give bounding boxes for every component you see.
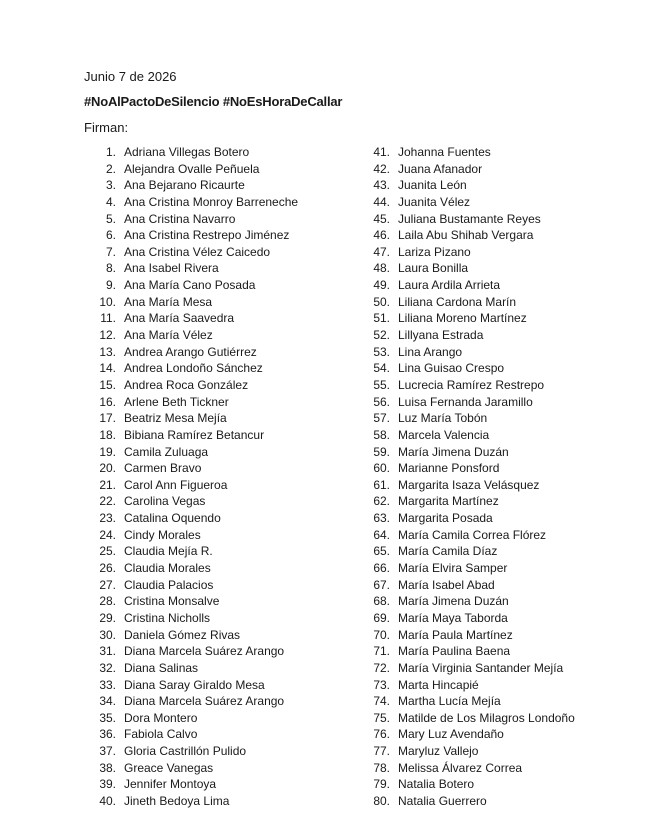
signer-name: Luisa Fernanda Jaramillo <box>398 394 533 409</box>
signer-number: 56. <box>373 394 390 409</box>
signer-name: Adriana Villegas Botero <box>124 145 250 159</box>
signer-number: 74. <box>373 694 390 709</box>
signer-name: María Elvira Samper <box>398 561 508 576</box>
signer-list-item <box>358 277 501 294</box>
signer-name: Juana Afanador <box>398 161 483 176</box>
signer-list-item <box>84 211 236 228</box>
signer-number: 69. <box>373 610 390 625</box>
signer-name: Ana Cristina Navarro <box>124 211 236 226</box>
signer-list-item <box>358 760 523 777</box>
signer-name: Claudia Mejía R. <box>124 544 213 559</box>
signer-number: 13. <box>99 344 116 359</box>
signer-list-item <box>358 177 467 194</box>
signer-number: 10. <box>99 294 116 309</box>
signer-number: 78. <box>373 760 390 775</box>
signer-name: Carmen Bravo <box>124 461 202 476</box>
signer-name: Martha Lucía Mejía <box>398 694 501 709</box>
signer-list-item <box>358 460 500 477</box>
signers-list-right <box>358 144 575 810</box>
signer-name: Lillyana Estrada <box>398 328 484 343</box>
signer-number: 79. <box>373 777 390 792</box>
signer-number: 39. <box>99 777 116 792</box>
signer-name: María Maya Taborda <box>398 610 508 625</box>
signer-number: 23. <box>99 511 116 526</box>
signer-name: Jennifer Montoya <box>124 777 217 792</box>
signer-number: 3. <box>105 178 116 193</box>
signer-number: 59. <box>373 444 390 459</box>
signer-number: 66. <box>373 561 390 576</box>
signer-list-item <box>358 693 501 710</box>
signers-label: Firman: <box>84 120 129 135</box>
signer-number: 51. <box>373 311 390 326</box>
signer-name: Jineth Bedoya Lima <box>124 793 230 808</box>
signer-number: 46. <box>373 228 390 243</box>
signer-list-item <box>84 394 229 411</box>
signer-list-item <box>84 427 265 444</box>
signer-number: 54. <box>373 361 390 376</box>
signer-number: 7. <box>105 244 116 259</box>
signer-list-item <box>84 527 201 544</box>
signer-list-item <box>84 510 221 527</box>
signer-number: 16. <box>99 394 116 409</box>
signer-list-item <box>84 743 247 760</box>
signer-list-item <box>358 211 541 228</box>
signer-number: 22. <box>99 494 116 509</box>
signer-name: María Camila Díaz <box>398 544 498 559</box>
signer-list-item <box>358 294 517 311</box>
document-date: Junio 7 de 2026 <box>84 69 177 84</box>
signer-number: 44. <box>373 194 390 209</box>
signer-list-item <box>84 410 227 427</box>
signer-number: 4. <box>105 194 116 209</box>
signer-number: 61. <box>373 477 390 492</box>
signer-list-item <box>84 577 214 594</box>
signer-list-item <box>358 677 479 694</box>
signer-name: Andrea Londoño Sánchez <box>124 361 263 376</box>
signer-list-item <box>84 677 265 694</box>
signer-name: María Paula Martínez <box>398 627 513 642</box>
signer-list-item <box>358 743 479 760</box>
signer-number: 67. <box>373 577 390 592</box>
signer-number: 8. <box>105 261 116 276</box>
signer-list-item <box>358 643 511 660</box>
signer-name: Cristina Monsalve <box>124 594 220 609</box>
signer-number: 40. <box>99 793 116 808</box>
signer-name: María Jimena Duzán <box>398 594 509 609</box>
signer-list-item <box>358 227 534 244</box>
signer-number: 30. <box>99 627 116 642</box>
signer-number: 47. <box>373 244 390 259</box>
signer-number: 38. <box>99 760 116 775</box>
signer-number: 5. <box>105 211 116 226</box>
signer-number: 26. <box>99 561 116 576</box>
signer-number: 19. <box>99 444 116 459</box>
signer-name: Diana Marcela Suárez Arango <box>124 694 285 709</box>
signer-number: 64. <box>373 527 390 542</box>
signer-number: 33. <box>99 677 116 692</box>
signer-number: 15. <box>99 377 116 392</box>
signer-list-item <box>358 427 490 444</box>
signer-name: Marianne Ponsford <box>398 461 500 476</box>
signer-name: Daniela Gómez Rivas <box>124 627 241 642</box>
signer-number: 41. <box>373 145 390 159</box>
signer-name: Lina Arango <box>398 344 463 359</box>
signer-name: Carol Ann Figueroa <box>124 477 228 492</box>
signer-list-item <box>84 310 235 327</box>
signer-name: Laura Ardila Arrieta <box>398 278 501 293</box>
signer-name: Cindy Morales <box>124 527 201 542</box>
signer-name: Lina Guisao Crespo <box>398 361 505 376</box>
signer-number: 21. <box>99 477 116 492</box>
signer-list-item <box>84 726 198 743</box>
signer-list-item <box>84 477 228 494</box>
signer-list-item <box>358 610 508 627</box>
signer-list-item <box>358 776 475 793</box>
signer-name: María Virginia Santander Mejía <box>398 660 564 675</box>
signer-list-item <box>84 260 219 277</box>
signer-number: 18. <box>99 427 116 442</box>
signer-number: 73. <box>373 677 390 692</box>
signer-list-item <box>358 560 508 577</box>
signer-number: 35. <box>99 710 116 725</box>
signer-list-item <box>358 327 484 344</box>
signer-number: 55. <box>373 377 390 392</box>
signer-list-item <box>358 310 527 327</box>
signer-name: Juliana Bustamante Reyes <box>398 211 541 226</box>
signer-list-item <box>84 161 260 178</box>
signer-list-item <box>358 493 499 510</box>
signer-list-item <box>84 144 250 161</box>
signer-number: 80. <box>373 793 390 808</box>
signer-list-item <box>84 244 271 261</box>
signer-list-item <box>84 460 202 477</box>
signer-list-item <box>358 510 493 527</box>
signer-number: 57. <box>373 411 390 426</box>
signer-name: Margarita Isaza Velásquez <box>398 477 540 492</box>
signer-name: Dora Montero <box>124 710 198 725</box>
signer-name: Claudia Morales <box>124 561 211 576</box>
signer-list-item <box>358 444 509 461</box>
signer-name: Catalina Oquendo <box>124 511 221 526</box>
signer-number: 52. <box>373 328 390 343</box>
signer-name: Ana María Cano Posada <box>124 278 256 293</box>
signer-name: Camila Zuluaga <box>124 444 209 459</box>
signer-list-item <box>358 244 471 261</box>
signer-name: Ana María Saavedra <box>124 311 235 326</box>
signer-name: Ana María Vélez <box>124 328 213 343</box>
signer-number: 53. <box>373 344 390 359</box>
signer-list-item <box>84 177 245 194</box>
signer-name: Fabiola Calvo <box>124 727 198 742</box>
signer-name: Beatriz Mesa Mejía <box>124 411 227 426</box>
signer-number: 12. <box>99 328 116 343</box>
signer-number: 24. <box>99 527 116 542</box>
signer-list-item <box>84 277 256 294</box>
signer-name: Mary Luz Avendaño <box>398 727 504 742</box>
signer-list-item <box>358 593 509 610</box>
signer-name: María Jimena Duzán <box>398 444 509 459</box>
signer-name: Margarita Martínez <box>398 494 499 509</box>
signer-name: Andrea Arango Gutiérrez <box>124 344 257 359</box>
signer-name: Ana Bejarano Ricaurte <box>124 178 245 193</box>
signer-name: Diana Saray Giraldo Mesa <box>124 677 265 692</box>
signer-name: Ana Isabel Rivera <box>124 261 219 276</box>
signer-name: Claudia Palacios <box>124 577 214 592</box>
signer-name: Diana Marcela Suárez Arango <box>124 644 285 659</box>
signer-name: Andrea Roca González <box>124 377 249 392</box>
signer-list-item <box>84 710 198 727</box>
signer-name: Laila Abu Shihab Vergara <box>398 228 534 243</box>
signer-number: 49. <box>373 278 390 293</box>
signer-list-item <box>84 627 241 644</box>
signer-name: Juanita Vélez <box>398 194 471 209</box>
signer-list-item <box>84 560 211 577</box>
signer-number: 11. <box>100 311 116 326</box>
signer-name: Alejandra Ovalle Peñuela <box>124 161 260 176</box>
signer-number: 43. <box>373 178 390 193</box>
signer-name: María Isabel Abad <box>398 577 495 592</box>
signer-number: 63. <box>373 511 390 526</box>
signer-list-item <box>84 444 209 461</box>
signer-number: 50. <box>373 294 390 309</box>
signer-number: 68. <box>373 594 390 609</box>
signer-list-item <box>358 710 575 727</box>
signer-list-item <box>358 527 547 544</box>
signer-list-item <box>358 161 483 178</box>
signer-list-item <box>84 760 214 777</box>
signer-list-item <box>84 294 213 311</box>
signer-name: Bibiana Ramírez Betancur <box>124 427 265 442</box>
signer-list-item <box>84 776 217 793</box>
signer-list-item <box>358 360 505 377</box>
signer-name: Marcela Valencia <box>398 427 490 442</box>
signer-number: 70. <box>373 627 390 642</box>
signer-number: 14. <box>99 361 116 376</box>
signer-name: Luz María Tobón <box>398 411 488 426</box>
signer-list-item <box>358 627 513 644</box>
signer-number: 34. <box>99 694 116 709</box>
signer-name: María Camila Correa Flórez <box>398 527 547 542</box>
signer-name: Gloria Castrillón Pulido <box>124 744 247 759</box>
signer-name: Liliana Moreno Martínez <box>398 311 527 326</box>
signer-name: Lariza Pizano <box>398 244 471 259</box>
signer-name: Greace Vanegas <box>124 760 214 775</box>
signer-number: 77. <box>373 744 390 759</box>
signers-list-left <box>84 144 299 810</box>
signer-name: Johanna Fuentes <box>398 145 491 159</box>
signer-number: 36. <box>99 727 116 742</box>
signer-list-item <box>358 194 471 211</box>
signer-list-item <box>84 360 263 377</box>
signer-list-item <box>358 793 487 810</box>
signer-list-item <box>358 726 504 743</box>
signer-number: 29. <box>99 610 116 625</box>
signer-list-item <box>358 660 564 677</box>
signer-list-item <box>84 377 249 394</box>
signer-name: Juanita León <box>398 178 467 193</box>
signer-name: María Paulina Baena <box>398 644 511 659</box>
signer-number: 76. <box>373 727 390 742</box>
signer-number: 20. <box>99 461 116 476</box>
signer-name: Laura Bonilla <box>398 261 469 276</box>
signer-list-item <box>84 344 257 361</box>
signer-name: Margarita Posada <box>398 511 493 526</box>
signer-number: 45. <box>373 211 390 226</box>
signer-name: Liliana Cardona Marín <box>398 294 517 309</box>
signer-list-item <box>84 543 213 560</box>
signer-list-item <box>84 793 230 810</box>
signer-number: 25. <box>99 544 116 559</box>
signer-number: 75. <box>373 710 390 725</box>
signer-name: Natalia Guerrero <box>398 793 487 808</box>
signer-number: 58. <box>373 427 390 442</box>
signer-list-item <box>84 493 206 510</box>
signer-number: 17. <box>99 411 116 426</box>
signer-list-item <box>358 344 463 361</box>
signer-list-item <box>358 144 491 161</box>
signer-number: 71. <box>373 644 390 659</box>
signer-list-item <box>84 227 290 244</box>
signer-list-item <box>358 477 540 494</box>
signer-list-item <box>84 327 213 344</box>
signer-number: 1. <box>105 145 116 159</box>
signer-list-item <box>84 610 211 627</box>
signer-number: 9. <box>105 278 116 293</box>
signer-name: Ana Cristina Restrepo Jiménez <box>124 228 290 243</box>
signer-name: Ana Cristina Monroy Barreneche <box>124 194 299 209</box>
signer-number: 6. <box>105 228 116 243</box>
signer-list-item <box>84 643 285 660</box>
signer-list-item <box>358 260 469 277</box>
signer-number: 37. <box>99 744 116 759</box>
signer-name: Cristina Nicholls <box>124 610 211 625</box>
signer-name: Natalia Botero <box>398 777 475 792</box>
signer-name: Arlene Beth Tickner <box>124 394 229 409</box>
signer-list-item <box>84 693 285 710</box>
signer-number: 62. <box>373 494 390 509</box>
signer-name: Carolina Vegas <box>124 494 206 509</box>
signer-name: Ana Cristina Vélez Caicedo <box>124 244 271 259</box>
signer-number: 65. <box>373 544 390 559</box>
signer-name: Diana Salinas <box>124 660 199 675</box>
signer-name: Matilde de Los Milagros Londoño <box>398 710 575 725</box>
signer-list-item <box>84 660 199 677</box>
signer-name: Lucrecia Ramírez Restrepo <box>398 377 545 392</box>
signer-name: Ana María Mesa <box>124 294 213 309</box>
signer-number: 27. <box>99 577 116 592</box>
signer-number: 42. <box>373 161 390 176</box>
hashtags-heading: #NoAlPactoDeSilencio #NoEsHoraDeCallar <box>84 94 343 109</box>
signer-list-item <box>358 394 533 411</box>
signer-list-item <box>358 410 488 427</box>
signer-number: 31. <box>99 644 116 659</box>
signer-number: 32. <box>99 660 116 675</box>
signer-list-item <box>358 577 495 594</box>
signer-list-item <box>84 194 299 211</box>
signer-name: Marta Hincapié <box>398 677 479 692</box>
signer-list-item <box>358 377 545 394</box>
signer-number: 72. <box>373 660 390 675</box>
signer-number: 60. <box>373 461 390 476</box>
signer-number: 2. <box>105 161 116 176</box>
signer-list-item <box>84 593 220 610</box>
signer-name: Maryluz Vallejo <box>398 744 479 759</box>
signer-number: 28. <box>99 594 116 609</box>
signer-number: 48. <box>373 261 390 276</box>
signer-list-item <box>358 543 498 560</box>
signer-name: Melissa Álvarez Correa <box>398 760 523 775</box>
